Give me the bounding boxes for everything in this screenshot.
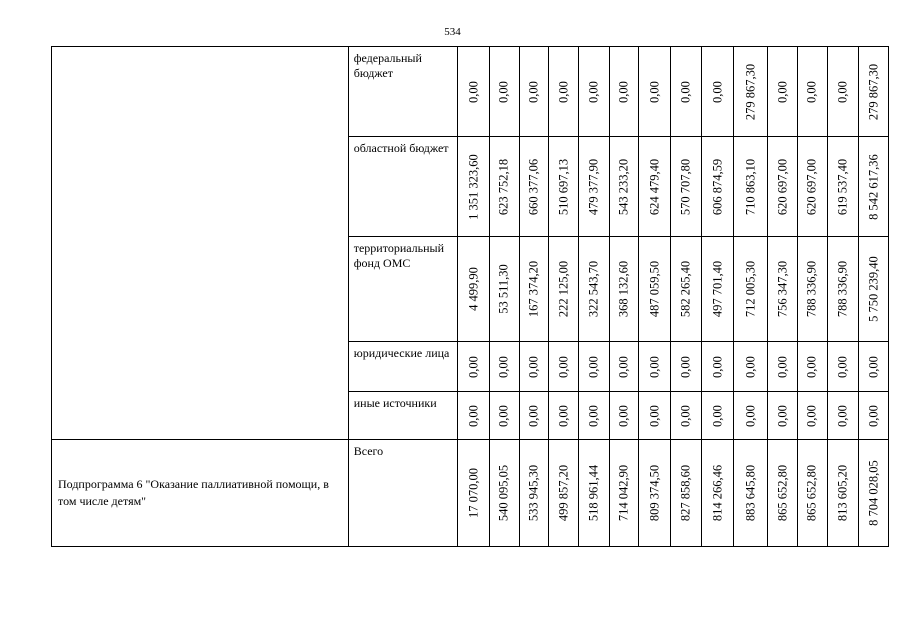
value-cell	[827, 440, 859, 547]
value-text: 865 652,80	[775, 464, 790, 522]
value-text: 0,00	[678, 80, 693, 103]
value-cell	[519, 440, 549, 547]
value-text: 0,00	[647, 355, 662, 378]
value-text: 0,00	[526, 355, 541, 378]
value-text: 0,00	[804, 404, 819, 427]
value-cell	[458, 47, 490, 137]
value-cell	[639, 137, 671, 237]
value-text: 0,00	[466, 80, 481, 103]
value-text: 8 542 617,36	[866, 153, 881, 220]
value-cell	[797, 440, 827, 547]
value-text: 0,00	[616, 404, 631, 427]
value-cell	[609, 392, 639, 440]
value-text: 0,00	[804, 355, 819, 378]
value-text: 5 750 239,40	[866, 256, 881, 322]
value-text: 479 377,90	[586, 158, 601, 215]
value-cell	[609, 47, 639, 137]
value-cell	[734, 47, 768, 137]
value-text: 788 336,90	[804, 260, 819, 318]
value-text: 809 374,50	[647, 464, 662, 522]
value-cell	[489, 137, 519, 237]
value-text: 624 479,40	[647, 158, 662, 215]
value-cell	[549, 47, 579, 137]
value-text: 623 752,18	[496, 158, 511, 215]
blank-merged-cell	[52, 47, 349, 440]
value-cell	[734, 137, 768, 237]
value-cell	[734, 392, 768, 440]
value-cell	[458, 137, 490, 237]
program-name-cell: Подпрограмма 6 "Оказание паллиативной помощи, в том числе детям"	[52, 440, 349, 547]
value-text: 1 351 323,60	[466, 153, 481, 220]
value-text: 0,00	[586, 404, 601, 427]
value-text: 827 858,60	[678, 464, 693, 522]
value-cell	[671, 137, 702, 237]
value-cell	[639, 47, 671, 137]
value-cell	[549, 440, 579, 547]
value-cell	[458, 440, 490, 547]
funding-source-cell: Всего	[348, 440, 457, 547]
value-text: 619 537,40	[835, 158, 850, 215]
value-text: 620 697,00	[804, 158, 819, 215]
value-cell	[701, 137, 734, 237]
value-cell	[734, 237, 768, 342]
value-text: 0,00	[743, 355, 758, 378]
value-cell	[639, 392, 671, 440]
value-cell	[549, 137, 579, 237]
value-cell	[458, 342, 490, 392]
value-text: 279 867,30	[743, 63, 758, 120]
value-text: 8 704 028,05	[866, 460, 881, 526]
value-cell	[671, 237, 702, 342]
value-text: 0,00	[647, 80, 662, 103]
value-text: 543 233,20	[616, 158, 631, 215]
value-cell	[701, 440, 734, 547]
value-text: 660 377,06	[526, 158, 541, 215]
table-row	[52, 47, 889, 137]
value-text: 712 005,30	[743, 260, 758, 318]
value-cell	[701, 237, 734, 342]
value-text: 865 652,80	[804, 464, 819, 522]
value-cell	[671, 342, 702, 392]
funding-source-cell: юридические лица	[348, 342, 457, 392]
value-cell	[519, 392, 549, 440]
value-text: 0,00	[775, 404, 790, 427]
budget-table	[51, 46, 889, 547]
value-cell	[859, 237, 889, 342]
value-cell	[578, 392, 609, 440]
value-cell	[768, 137, 798, 237]
value-text: 0,00	[466, 355, 481, 378]
value-cell	[827, 137, 859, 237]
value-cell	[549, 392, 579, 440]
value-cell	[609, 237, 639, 342]
value-text: 710 863,10	[743, 158, 758, 215]
funding-source-cell: областной бюджет	[348, 137, 457, 237]
value-cell	[827, 237, 859, 342]
value-cell	[859, 392, 889, 440]
value-cell	[578, 440, 609, 547]
value-text: 0,00	[526, 80, 541, 103]
value-cell	[827, 342, 859, 392]
value-text: 518 961,44	[586, 464, 601, 522]
value-cell	[797, 137, 827, 237]
value-cell	[859, 342, 889, 392]
value-cell	[519, 47, 549, 137]
value-cell	[578, 237, 609, 342]
value-cell	[489, 47, 519, 137]
value-text: 0,00	[526, 404, 541, 427]
value-cell	[859, 47, 889, 137]
value-cell	[578, 47, 609, 137]
value-text: 0,00	[556, 355, 571, 378]
value-text: 883 645,80	[743, 464, 758, 522]
value-cell	[859, 137, 889, 237]
value-text: 533 945,30	[526, 464, 541, 522]
value-text: 0,00	[616, 80, 631, 103]
value-text: 570 707,80	[678, 158, 693, 215]
value-cell	[768, 342, 798, 392]
value-text: 0,00	[775, 355, 790, 378]
value-cell	[609, 342, 639, 392]
value-text: 0,00	[710, 404, 725, 427]
value-cell	[609, 440, 639, 547]
value-cell	[797, 47, 827, 137]
value-text: 0,00	[710, 355, 725, 378]
value-text: 53 511,30	[496, 264, 511, 314]
value-cell	[519, 237, 549, 342]
value-text: 540 095,05	[496, 464, 511, 522]
value-text: 814 266,46	[710, 464, 725, 522]
value-cell	[609, 137, 639, 237]
value-text: 4 499,90	[466, 267, 481, 311]
funding-source-cell: территориальный фонд ОМС	[348, 237, 457, 342]
value-text: 17 070,00	[466, 468, 481, 518]
value-text: 0,00	[496, 355, 511, 378]
value-cell	[701, 47, 734, 137]
value-cell	[768, 237, 798, 342]
value-cell	[827, 47, 859, 137]
value-text: 0,00	[556, 404, 571, 427]
value-text: 0,00	[710, 80, 725, 103]
value-cell	[671, 440, 702, 547]
value-text: 0,00	[743, 404, 758, 427]
value-text: 714 042,90	[616, 464, 631, 522]
value-text: 0,00	[496, 80, 511, 103]
funding-source-cell: федеральный бюджет	[348, 47, 457, 137]
table-row	[52, 440, 889, 547]
value-cell	[671, 392, 702, 440]
value-cell	[549, 237, 579, 342]
value-text: 620 697,00	[775, 158, 790, 215]
value-cell	[489, 237, 519, 342]
value-text: 0,00	[775, 80, 790, 103]
value-cell	[489, 342, 519, 392]
value-text: 0,00	[866, 404, 881, 427]
value-cell	[768, 440, 798, 547]
value-cell	[768, 47, 798, 137]
funding-source-cell: иные источники	[348, 392, 457, 440]
value-text: 0,00	[678, 355, 693, 378]
value-text: 497 701,40	[710, 260, 725, 318]
value-text: 0,00	[804, 80, 819, 103]
value-cell	[639, 342, 671, 392]
value-text: 279 867,30	[866, 63, 881, 120]
value-cell	[701, 392, 734, 440]
value-cell	[519, 342, 549, 392]
value-text: 510 697,13	[556, 158, 571, 215]
value-cell	[768, 392, 798, 440]
value-cell	[671, 47, 702, 137]
value-text: 0,00	[556, 80, 571, 103]
value-text: 0,00	[586, 80, 601, 103]
value-cell	[639, 440, 671, 547]
value-cell	[734, 342, 768, 392]
value-text: 0,00	[835, 80, 850, 103]
value-text: 322 543,70	[586, 260, 601, 318]
value-cell	[859, 440, 889, 547]
value-text: 0,00	[866, 355, 881, 378]
value-text: 487 059,50	[647, 260, 662, 318]
value-text: 0,00	[616, 355, 631, 378]
value-text: 0,00	[647, 404, 662, 427]
value-cell	[797, 392, 827, 440]
value-cell	[827, 392, 859, 440]
value-cell	[519, 137, 549, 237]
value-text: 0,00	[678, 404, 693, 427]
value-text: 0,00	[835, 355, 850, 378]
value-text: 167 374,20	[526, 260, 541, 318]
value-cell	[734, 440, 768, 547]
value-cell	[458, 392, 490, 440]
value-cell	[489, 392, 519, 440]
value-cell	[797, 342, 827, 392]
value-cell	[797, 237, 827, 342]
value-cell	[639, 237, 671, 342]
value-text: 368 132,60	[616, 260, 631, 318]
value-text: 222 125,00	[556, 260, 571, 318]
value-cell	[701, 342, 734, 392]
value-text: 813 605,20	[835, 464, 850, 522]
value-cell	[578, 137, 609, 237]
value-cell	[578, 342, 609, 392]
value-text: 0,00	[835, 404, 850, 427]
value-text: 756 347,30	[775, 260, 790, 318]
value-text: 0,00	[496, 404, 511, 427]
value-text: 499 857,20	[556, 464, 571, 522]
page-number: 534	[444, 26, 461, 38]
value-text: 606 874,59	[710, 158, 725, 215]
value-cell	[489, 440, 519, 547]
value-cell	[458, 237, 490, 342]
value-text: 0,00	[466, 404, 481, 427]
value-text: 0,00	[586, 355, 601, 378]
value-text: 788 336,90	[835, 260, 850, 318]
value-text: 582 265,40	[678, 260, 693, 318]
value-cell	[549, 342, 579, 392]
